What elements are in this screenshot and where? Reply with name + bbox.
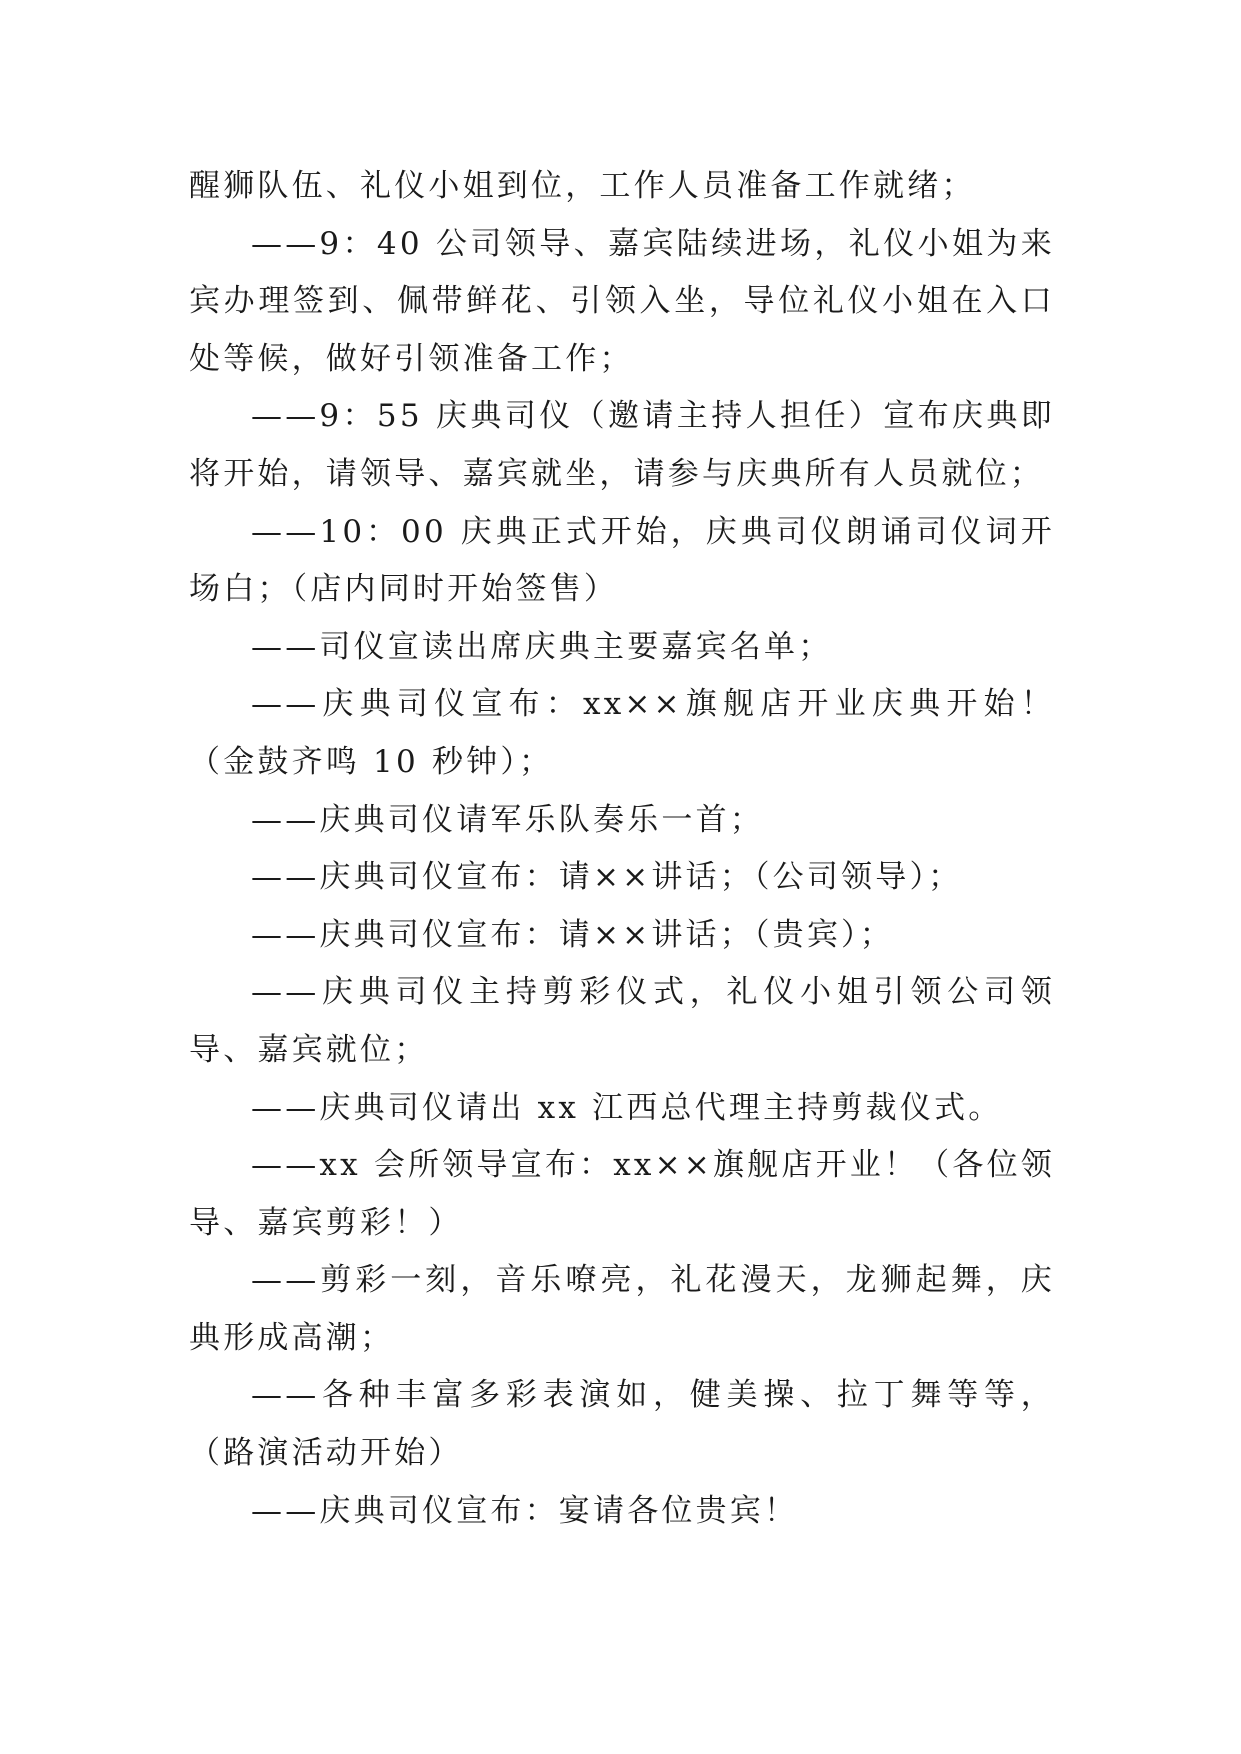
paragraph: ——庆典司仪宣布：宴请各位贵宾！ [251, 1492, 799, 1529]
paragraph: ——9：55 庆典司仪（邀请主持人担任）宣布庆典即将开始，请领导、嘉宾就坐，请参与庆典所有人员就位； [189, 398, 1055, 492]
paragraph: ——庆典司仪宣布：请××讲话；（贵宾）； [251, 916, 894, 953]
paragraph: ——司仪宣读出席庆典主要嘉宾名单； [251, 628, 833, 665]
paragraph: 醒狮队伍、礼仪小姐到位，工作人员准备工作就绪； [189, 168, 976, 204]
paragraph: ——各种丰富多彩表演如，健美操、拉丁舞等等，（路演活动开始） [189, 1377, 1055, 1472]
paragraph: ——庆典司仪主持剪彩仪式，礼仪小姐引领公司领导、嘉宾就位； [189, 974, 1055, 1068]
paragraph: ——剪彩一刻，音乐嘹亮，礼花漫天，龙狮起舞，庆典形成高潮； [189, 1262, 1055, 1356]
paragraph: ——xx 会所领导宣布：xx××旗舰店开业！（各位领导、嘉宾剪彩！） [189, 1147, 1055, 1241]
paragraph: ——10：00 庆典正式开始，庆典司仪朗诵司仪词开场白；（店内同时开始签售） [189, 513, 1055, 608]
paragraph: ——9：40 公司领导、嘉宾陆续进场，礼仪小姐为来宾办理签到、佩带鲜花、引领入坐，导位礼仪小姐在入口处等候，做好引领准备工作； [189, 225, 1055, 377]
document-body [189, 158, 1055, 1540]
paragraph: ——庆典司仪请军乐队奏乐一首； [251, 801, 764, 838]
paragraph: ——庆典司仪请出 xx 江西总代理主持剪裁仪式。 [251, 1089, 1003, 1126]
paragraph: ——庆典司仪宣布：请××讲话；（公司领导）； [251, 859, 963, 896]
paragraph: ——庆典司仪宣布：xx××旗舰店开业庆典开始！（金鼓齐鸣 10 秒钟）； [189, 686, 1055, 780]
